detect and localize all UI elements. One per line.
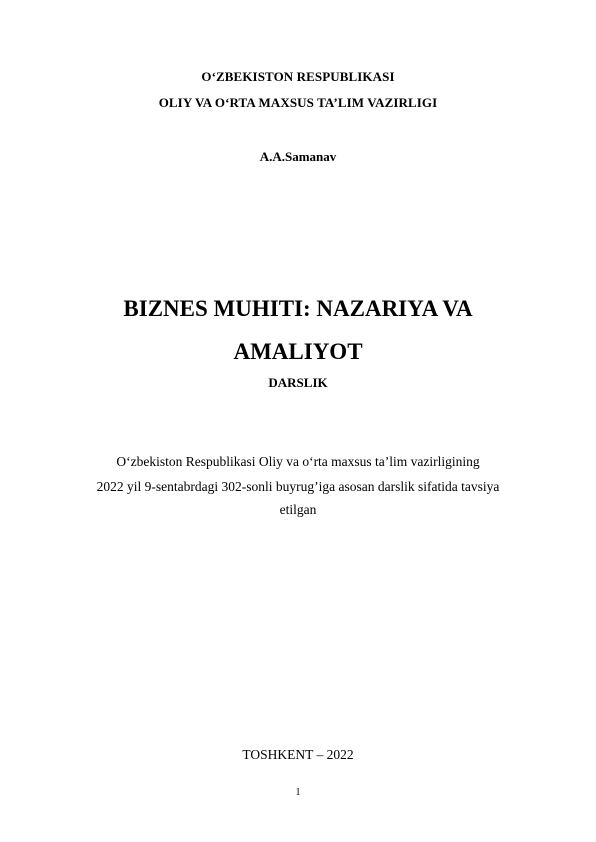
approval-text-line-2: 2022 yil 9-sentabrdagi 302-sonli buyrug’iga asosan darslik sifatida tavsiya bbox=[96, 479, 500, 494]
city-and-year: TOSHKENT – 2022 bbox=[242, 747, 354, 762]
country-heading: O‘ZBEKISTON RESPUBLIKASI bbox=[201, 69, 395, 84]
book-title-line-1: BIZNES MUHITI: NAZARIYA VA bbox=[123, 296, 473, 321]
author-name: A.A.Samanav bbox=[259, 149, 337, 164]
page-number: 1 bbox=[295, 787, 301, 798]
book-title-line-2: AMALIYOT bbox=[233, 339, 363, 364]
document-type: DARSLIK bbox=[268, 375, 328, 390]
approval-text-line-1: O‘zbekiston Respublikasi Oliy va o‘rta maxsus ta’lim vazirligining bbox=[116, 454, 480, 469]
approval-text-line-3: etilgan bbox=[279, 502, 317, 517]
ministry-heading: OLIY VA O‘RTA MAXSUS TA’LIM VAZIRLIGI bbox=[158, 95, 438, 110]
